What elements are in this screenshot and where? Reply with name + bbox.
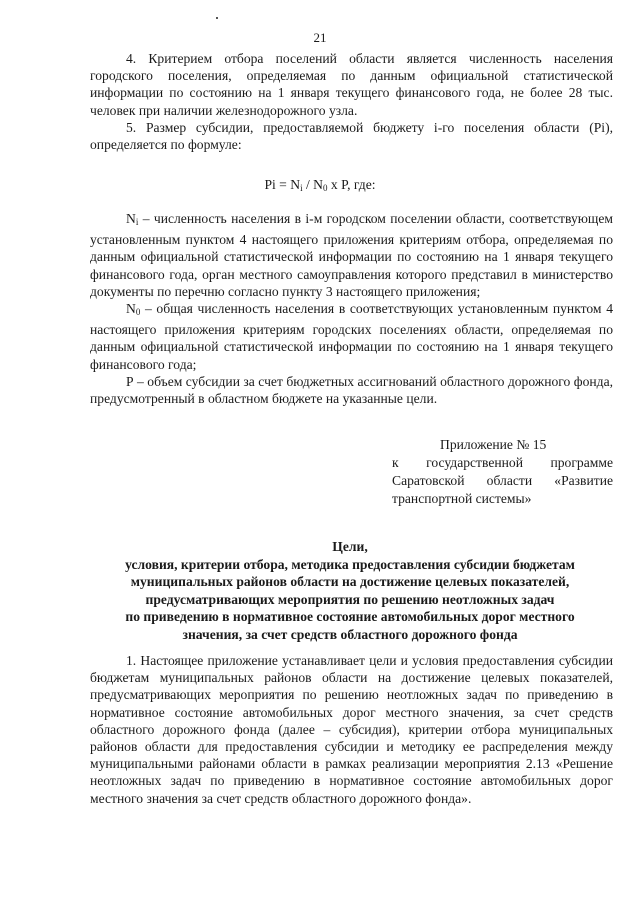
appendix-title: Приложение № 15 (440, 437, 547, 452)
appendix-line-1: к государственной программе (392, 455, 613, 470)
section-heading (80, 538, 620, 644)
appendix-line-3: транспортной системы» (392, 491, 532, 506)
appendix-line-2: Саратовской области «Развитие (392, 473, 613, 488)
scan-speck (216, 17, 218, 19)
heading-line-5: по приведению в нормативное состояние автомобильных дорог местного (125, 609, 575, 625)
purpose-section (90, 652, 613, 807)
criteria-section (90, 50, 613, 153)
definition-n0: $N_0$ – общая численность населения в соответствующих установленным пунктом 4 настоящего приложения критериям городских поселениях области, определяемая по данным официальной статистической информации по состоянию на 1 января текущего финансового года; (90, 301, 613, 372)
appendix-reference (392, 436, 613, 508)
formula-definitions (90, 210, 613, 407)
heading-line-6: значения, за счет средств областного дорожного фонда (182, 626, 518, 642)
paragraph-1: 1. Настоящее приложение устанавливает цели и условия предоставления субсидии бюджетам муниципальных районов области на достижение целевых показателей, предусматривающих мероприятия по решению неотложных задач по приведению в нормативное состояние автомобильных дорог местного значения, за счет средств областного дорожного фонда (далее – субсидия), критерии отбора муниципальных районов области для предоставления субсидии и методику ее распределения между муниципальными районами области в рамках реализации мероприятия 2.13 «Решение неотложных задач по приведению в нормативное состояние автомобильных дорог местного значения за счет средств областного дорожного фонда». (90, 653, 613, 806)
page-number: 21 (313, 30, 327, 45)
paragraph-4: 4. Критерием отбора поселений области является численность населения городского поселения, определяемая по данным официальной статистической информации по состоянию на 1 января текущего финансового года, не более 28 тыс. человек при наличии железнодорожного узла. (90, 51, 613, 118)
definition-ni: $N_i$ – численность населения в i-м городском поселении области, соответствующем установленным пунктом 4 настоящего приложения критериям отбора, определяемая по данным официальной статистической информации по состоянию на 1 января текущего финансового года, орган местного самоуправления которого представил в министерство документы по перечню согласно пункту 3 настоящего приложения; (90, 211, 613, 299)
heading-line-1: Цели, (332, 539, 368, 554)
heading-line-4: предусматривающих мероприятия по решению неотложных задач (145, 591, 555, 607)
heading-line-3: муниципальных районов области на достижение целевых показателей, (130, 574, 570, 590)
heading-line-2: условия, критерии отбора, методика предоставления субсидии бюджетам (125, 556, 575, 572)
paragraph-5: 5. Размер субсидии, предоставляемой бюджету i-го поселения области (Pi), определяется по формуле: (90, 119, 613, 153)
subsidy-formula: $Pi = N_i / N_0$ x P, где: (264, 177, 376, 193)
definition-p: Р – объем субсидии за счет бюджетных ассигнований областного дорожного фонда, предусмотренный в областном бюджете на указанные цели. (90, 373, 613, 407)
